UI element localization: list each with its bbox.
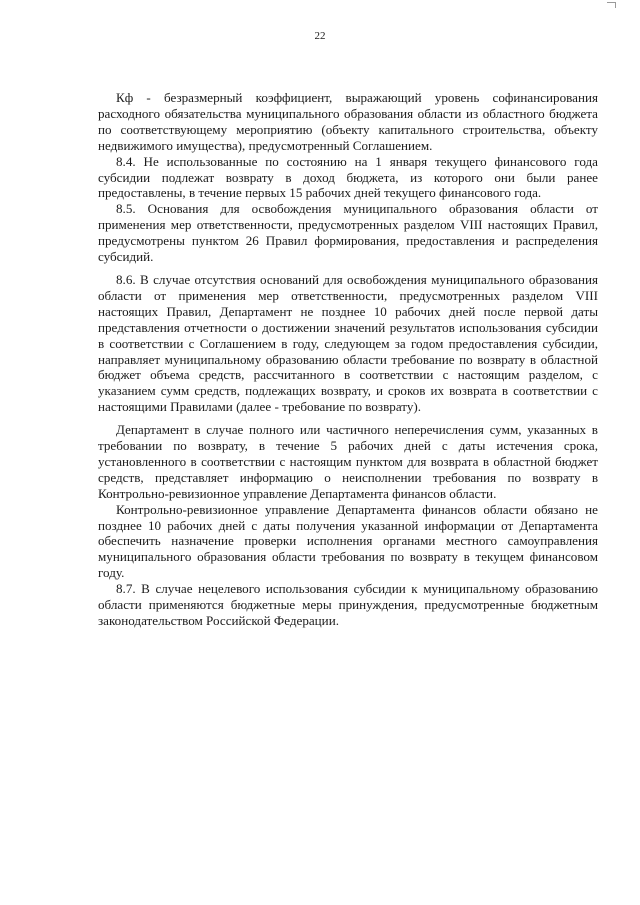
paragraph-kf-definition: Кф - безразмерный коэффициент, выражающий уровень софинансирования расходного обязательства муниципального образования области из областного бюджета по соответствующему мероприятию (объекту капитального строительства, объекту недвижимого имущества), предусмотренный Соглашением.: [98, 90, 598, 153]
paragraph-8-6: 8.6. В случае отсутствия оснований для освобождения муниципального образования области от применения мер ответственности, предусмотренных разделом VIII настоящих Правил, Департамент не позднее 10 рабочих дней после первой даты представления отчетности о достижении значений результатов использования субсидии в соответствии с Соглашением в году, следующем за годом предоставления субсидии, направляет муниципальному образованию области требование по возврату в областной бюджет объема средств, рассчитанного в соответствии с настоящим разделом, с указанием сумм средств, подлежащих возврату, и сроков их возврата в соответствии с настоящими Правилами (далее - требование по возврату).: [98, 271, 598, 415]
paragraph-8-7: 8.7. В случае нецелевого использования субсидии к муниципальному образованию области применяются бюджетные меры принуждения, предусмотренные бюджетным законодательством Российской Федерации.: [98, 581, 598, 628]
document-body: [98, 90, 598, 629]
paragraph-8-4: 8.4. Не использованные по состоянию на 1 января текущего финансового года субсидии подлежат возврату в доход бюджета, из которого они были ранее предоставлены, в течение первых 15 рабочих дней текущего финансового года.: [98, 153, 598, 201]
paragraph-audit-department: Контрольно-ревизионное управление Департамента финансов области обязано не позднее 10 рабочих дней с даты получения указанной информации от Департамента обеспечить назначение проверки исполнения органами местного самоуправления муниципального образования области требования по возврату в текущем финансовом году.: [98, 501, 598, 581]
paragraph-department-nonpayment: Департамент в случае полного или частичного неперечисления сумм, указанных в требовании по возврату, в течение 5 рабочих дней с даты истечения срока, установленного в соответствии с настоящим пунктом для возврата в областной бюджет средств, представляет информацию о неисполнении требования по возврату в Контрольно-ревизионное управление Департамента финансов области.: [98, 422, 598, 501]
paragraph-8-5: 8.5. Основания для освобождения муниципального образования области от применения мер ответственности, предусмотренных разделом VIII настоящих Правил, предусмотрены пунктом 26 Правил формирования, предоставления и распределения субсидий.: [98, 201, 598, 265]
scan-corner-mark: [607, 2, 616, 8]
page-number: 22: [314, 30, 326, 42]
